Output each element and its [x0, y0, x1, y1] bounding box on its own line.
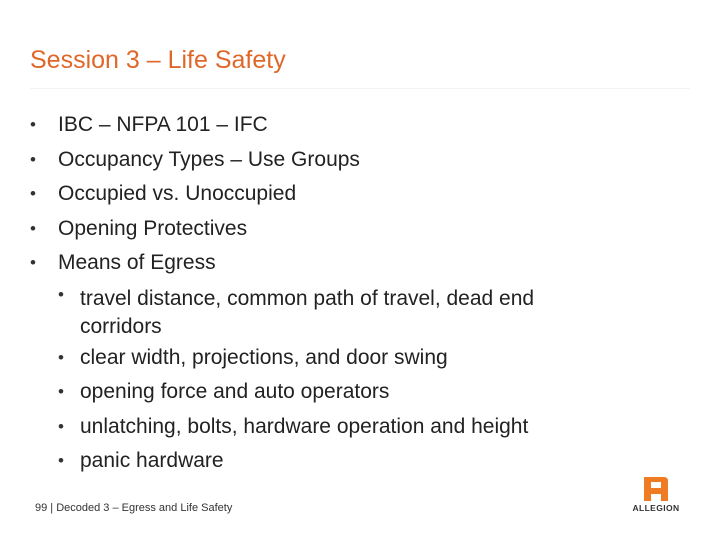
bullet-icon: • [30, 218, 36, 238]
sub-bullet-text-line: travel distance, common path of travel, dead end [80, 286, 535, 310]
sub-bullet-icon: • [58, 347, 64, 367]
bullet-list [30, 108, 680, 479]
sub-bullet-item [58, 444, 680, 479]
slide-title: Session 3 – Life Safety [30, 46, 286, 74]
bullet-text: Occupancy Types – Use Groups [58, 147, 360, 171]
sub-bullet-icon: • [58, 451, 64, 470]
sub-bullet-icon: • [58, 416, 64, 436]
footer-text: 99 | Decoded 3 – Egress and Life Safety [35, 502, 233, 514]
bullet-item [30, 246, 680, 479]
allegion-logo-icon [624, 473, 688, 503]
sub-bullet-item [58, 341, 680, 376]
logo-wordmark: ALLEGION [632, 503, 680, 513]
bullet-text: Occupied vs. Unoccupied [58, 182, 297, 205]
bullet-item [30, 108, 680, 143]
bullet-icon: • [30, 184, 36, 203]
sub-bullet-item [58, 375, 680, 410]
bullet-text: Means of Egress [58, 251, 216, 274]
sub-bullet-text-line: corridors [80, 314, 162, 338]
sub-bullet-text: panic hardware [80, 449, 224, 472]
sub-bullet-list [58, 281, 680, 479]
sub-bullet-icon: • [58, 382, 64, 401]
bullet-icon: • [30, 149, 36, 169]
bullet-item [30, 143, 680, 178]
title-divider [30, 88, 690, 89]
sub-bullet-item [58, 410, 680, 445]
bullet-text: Opening Protectives [58, 216, 248, 240]
bullet-item [30, 212, 680, 247]
allegion-logo [624, 473, 688, 513]
sub-bullet-text: opening force and auto operators [80, 380, 390, 403]
sub-bullet-icon: • [58, 284, 64, 304]
bullet-item [30, 177, 680, 212]
sub-bullet-text: unlatching, bolts, hardware operation and height [80, 414, 529, 438]
sub-bullet-text: clear width, projections, and door swing [80, 345, 448, 369]
sub-bullet-item [58, 281, 680, 341]
bullet-text: IBC – NFPA 101 – IFC [58, 113, 268, 136]
bullet-icon: • [30, 115, 36, 134]
bullet-icon: • [30, 253, 36, 272]
